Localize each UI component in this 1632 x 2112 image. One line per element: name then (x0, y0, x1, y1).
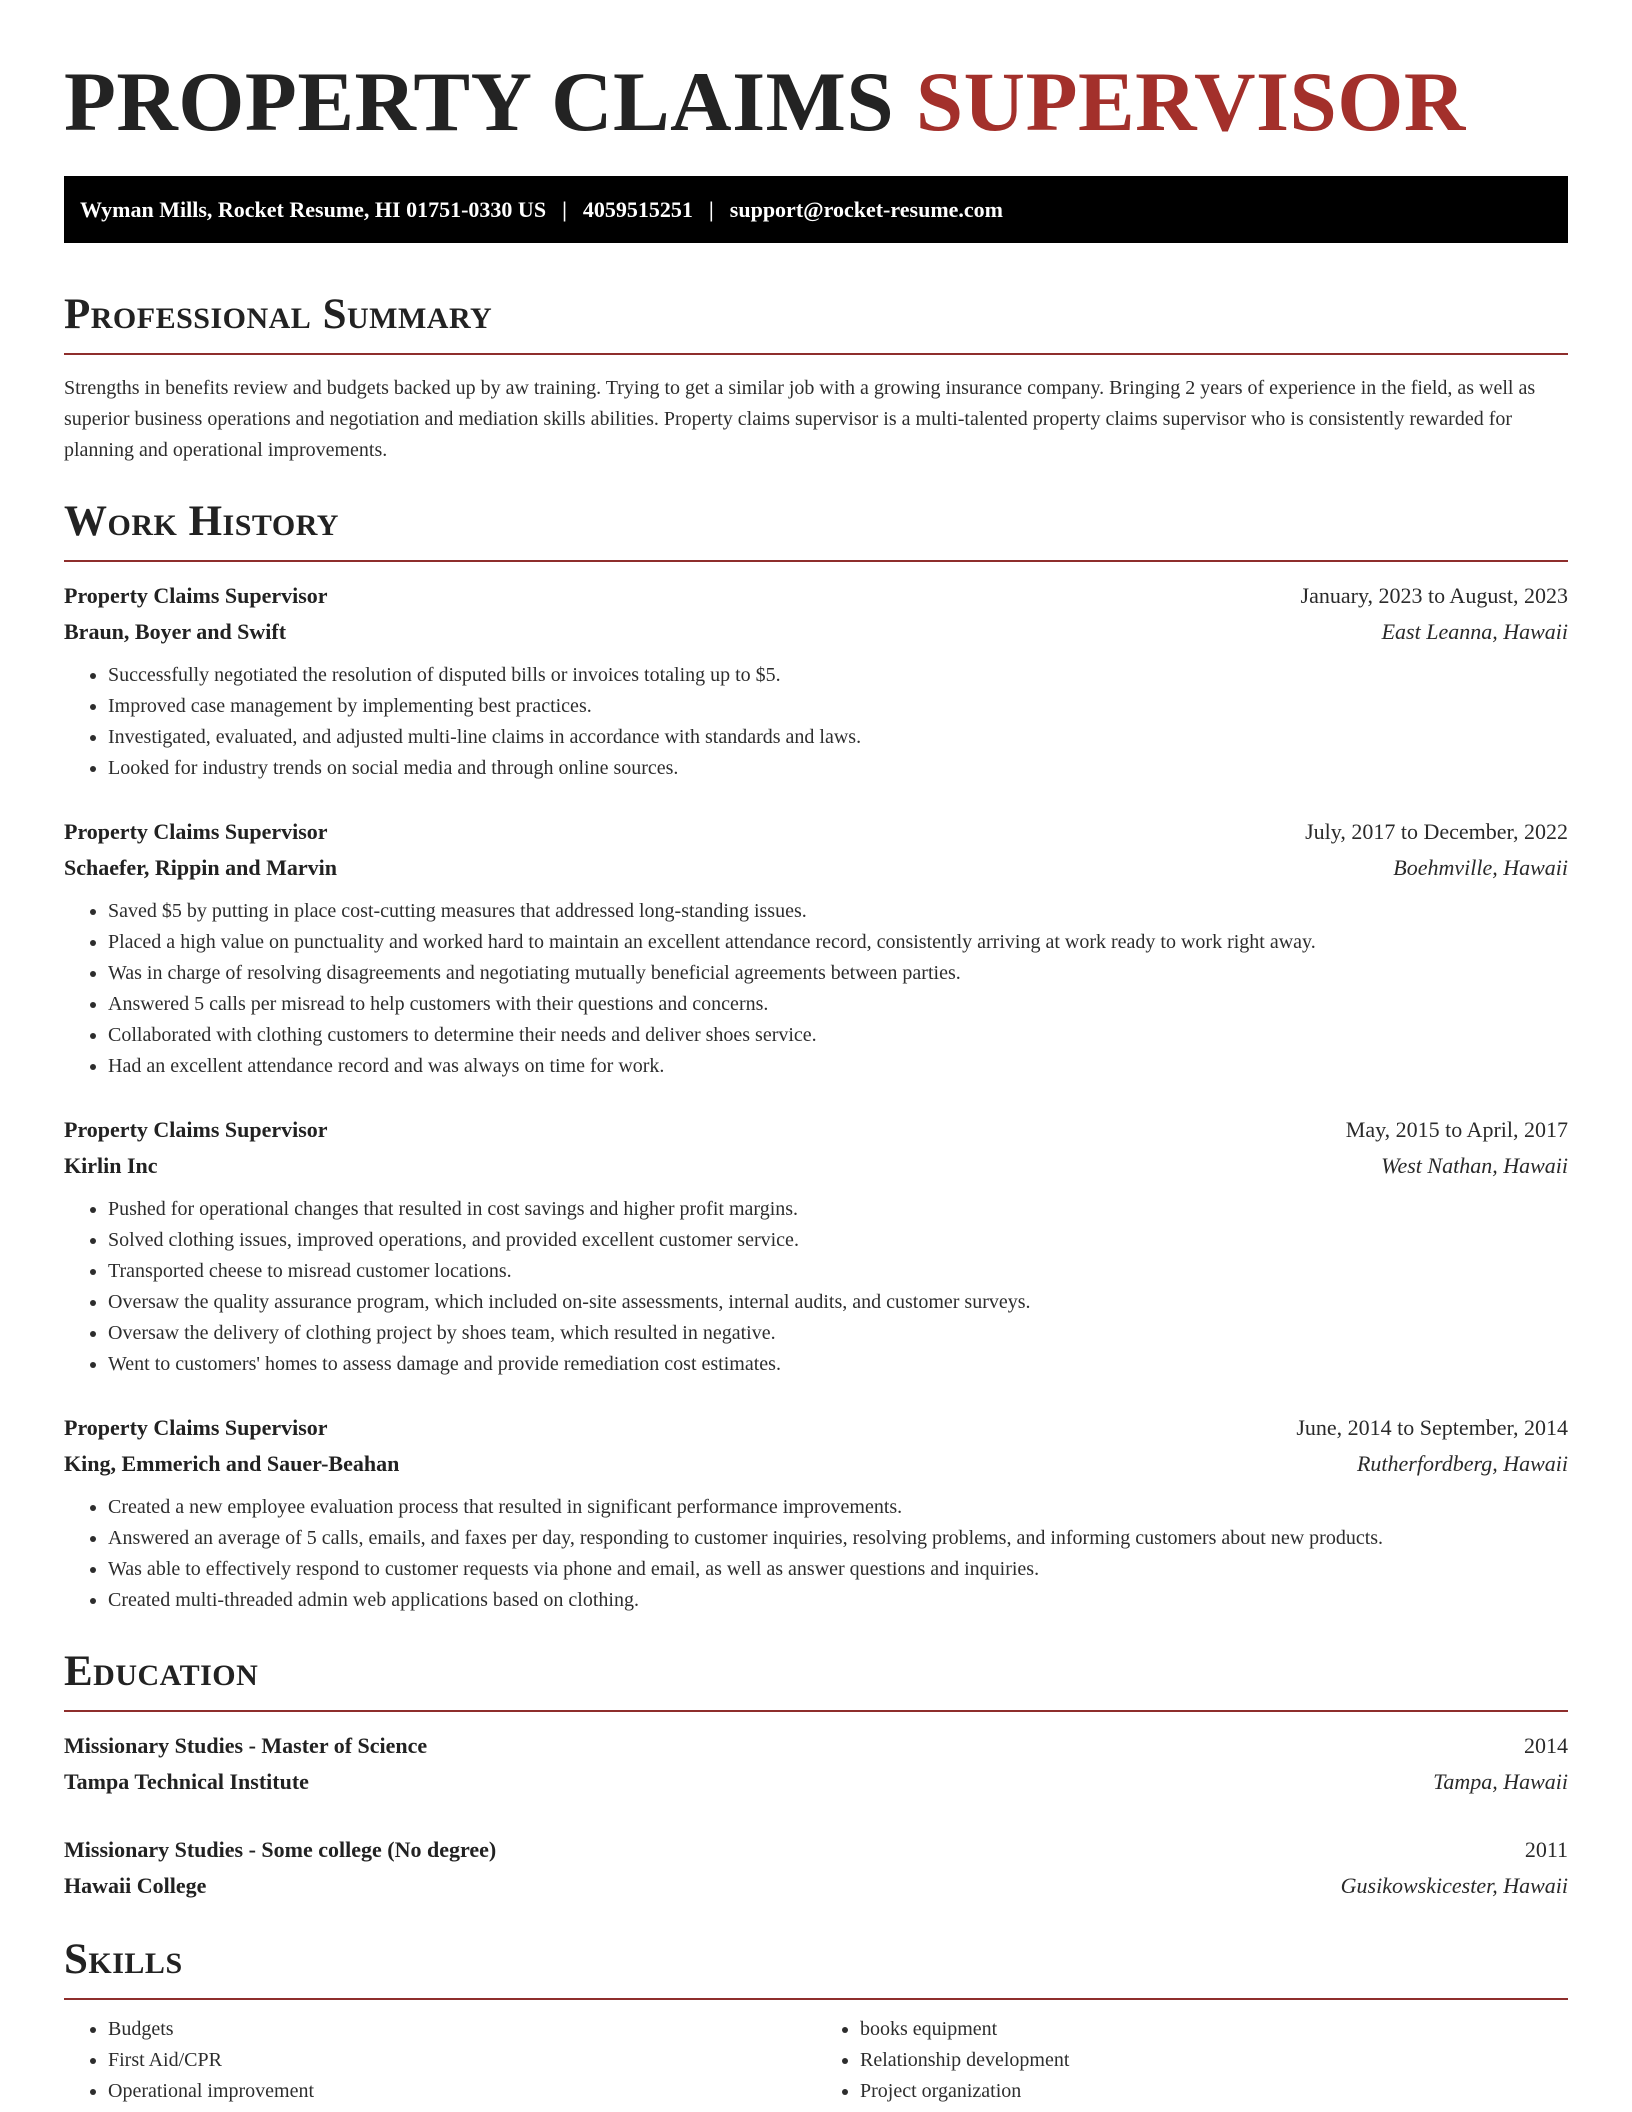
section-divider (64, 560, 1568, 562)
job-bullet: • Placed a high value on punctuality and worked hard to maintain an excellent attendance record, consistently arriving at work ready to work right away. (108, 927, 1568, 958)
job-title: Property Claims Supervisor (64, 1117, 328, 1142)
job-dates: July, 2017 to December, 2022 (1305, 819, 1568, 844)
job-company: Kirlin Inc (64, 1153, 158, 1178)
education-degree: Missionary Studies - Master of Science (64, 1733, 428, 1758)
job-company: Schaefer, Rippin and Marvin (64, 855, 338, 880)
job-bullet: • Investigated, evaluated, and adjusted multi-line claims in accordance with standards and laws. (108, 722, 1568, 753)
job-bullet: • Oversaw the quality assurance program, which included on-site assessments, internal audits, and customer surveys. (108, 1287, 1568, 1318)
job-bullet: • Answered an average of 5 calls, emails, and faxes per day, responding to customer inquiries, resolving problems, and informing customers about new products. (108, 1523, 1568, 1554)
skills-list-right (816, 2014, 1568, 2107)
job-bullet: • Solved clothing issues, improved operations, and provided excellent customer service. (108, 1225, 1568, 1256)
summary-heading: Professional Summary (64, 291, 493, 338)
skill-item: • Relationship development (860, 2045, 1568, 2076)
section-divider (64, 1998, 1568, 2000)
job-dates: June, 2014 to September, 2014 (1296, 1415, 1568, 1440)
resume-title (64, 52, 1568, 152)
job-bullet: • Improved case management by implementing best practices. (108, 691, 1568, 722)
title-accent: SUPERVISOR (915, 55, 1466, 149)
job-bullet: • Was able to effectively respond to customer requests via phone and email, as well as answer questions and inquiries. (108, 1554, 1568, 1585)
work-history-heading: Work History (64, 498, 339, 545)
skills-section (64, 1932, 1568, 2107)
skills-heading: Skills (64, 1936, 183, 1983)
job-dates: January, 2023 to August, 2023 (1300, 583, 1568, 608)
contact-email: support@rocket-resume.com (729, 196, 1003, 222)
summary-section (64, 287, 1568, 466)
job-bullet: • Was in charge of resolving disagreements and negotiating mutually beneficial agreements between parties. (108, 958, 1568, 989)
job-bullet: • Collaborated with clothing customers to determine their needs and deliver shoes service. (108, 1020, 1568, 1051)
job-location: Rutherfordberg, Hawaii (1356, 1451, 1568, 1476)
contact-bar (64, 176, 1568, 243)
job-bullets (64, 1194, 1568, 1380)
education-year: 2014 (1524, 1733, 1568, 1758)
job-title: Property Claims Supervisor (64, 819, 328, 844)
job-bullet: • Saved $5 by putting in place cost-cutting measures that addressed long-standing issues. (108, 896, 1568, 927)
contact-phone: 4059515251 (582, 196, 693, 222)
education-degree: Missionary Studies - Some college (No degree) (64, 1837, 497, 1862)
job-bullets (64, 1492, 1568, 1616)
job-entry (64, 814, 1568, 1082)
education-entry (64, 1832, 1568, 1904)
skill-item: • Operational improvement (108, 2076, 816, 2107)
education-heading: Education (64, 1648, 259, 1695)
contact-address: Wyman Mills, Rocket Resume, HI 01751-0330 US (80, 196, 547, 222)
education-school: Tampa Technical Institute (64, 1769, 309, 1794)
job-bullets (64, 660, 1568, 784)
job-location: East Leanna, Hawaii (1381, 619, 1568, 644)
job-location: Boehmville, Hawaii (1393, 855, 1568, 880)
job-bullet: • Created multi-threaded admin web applications based on clothing. (108, 1585, 1568, 1616)
job-entry (64, 1112, 1568, 1380)
job-bullet: • Transported cheese to misread customer locations. (108, 1256, 1568, 1287)
job-entry (64, 578, 1568, 784)
job-bullet: • Oversaw the delivery of clothing project by shoes team, which resulted in negative. (108, 1318, 1568, 1349)
skill-item: • First Aid/CPR (108, 2045, 816, 2076)
job-bullets (64, 896, 1568, 1082)
skills-list-left (64, 2014, 816, 2107)
job-company: King, Emmerich and Sauer-Beahan (64, 1451, 400, 1476)
skill-item: • Budgets (108, 2014, 816, 2045)
title-main: PROPERTY CLAIMS (64, 55, 895, 149)
education-section (64, 1644, 1568, 1904)
job-bullet: • Created a new employee evaluation process that resulted in significant performance improvements. (108, 1492, 1568, 1523)
job-dates: May, 2015 to April, 2017 (1345, 1117, 1568, 1142)
education-location: Tampa, Hawaii (1433, 1769, 1568, 1794)
job-entry (64, 1410, 1568, 1616)
job-bullet: • Answered 5 calls per misread to help customers with their questions and concerns. (108, 989, 1568, 1020)
skill-item: • Project organization (860, 2076, 1568, 2107)
job-title: Property Claims Supervisor (64, 583, 328, 608)
job-bullet: • Went to customers' homes to assess damage and provide remediation cost estimates. (108, 1349, 1568, 1380)
job-bullet: • Pushed for operational changes that resulted in cost savings and higher profit margins. (108, 1194, 1568, 1225)
job-bullet: • Successfully negotiated the resolution of disputed bills or invoices totaling up to $5. (108, 660, 1568, 691)
job-bullet: • Had an excellent attendance record and was always on time for work. (108, 1051, 1568, 1082)
job-location: West Nathan, Hawaii (1381, 1153, 1568, 1178)
job-bullet: • Looked for industry trends on social media and through online sources. (108, 753, 1568, 784)
job-company: Braun, Boyer and Swift (64, 619, 287, 644)
education-school: Hawaii College (64, 1873, 207, 1898)
contact-separator: | (562, 196, 567, 222)
summary-text: Strengths in benefits review and budgets backed up by aw training. Trying to get a similar job with a growing insurance company. Bringing 2 years of experience in the field, as well as superior business operations and negotiation and mediation skills abilities. Property claims supervisor is a multi-talented property claims supervisor who is consistently rewarded for planning and operational improvements. (64, 377, 1536, 461)
skills-columns (64, 2014, 1568, 2107)
section-divider (64, 1710, 1568, 1712)
education-location: Gusikowskicester, Hawaii (1340, 1873, 1568, 1898)
job-title: Property Claims Supervisor (64, 1415, 328, 1440)
education-year: 2011 (1524, 1837, 1568, 1862)
section-divider (64, 353, 1568, 355)
education-entry (64, 1728, 1568, 1800)
skill-item: • books equipment (860, 2014, 1568, 2045)
work-history-section (64, 494, 1568, 1616)
contact-separator: | (708, 196, 714, 222)
